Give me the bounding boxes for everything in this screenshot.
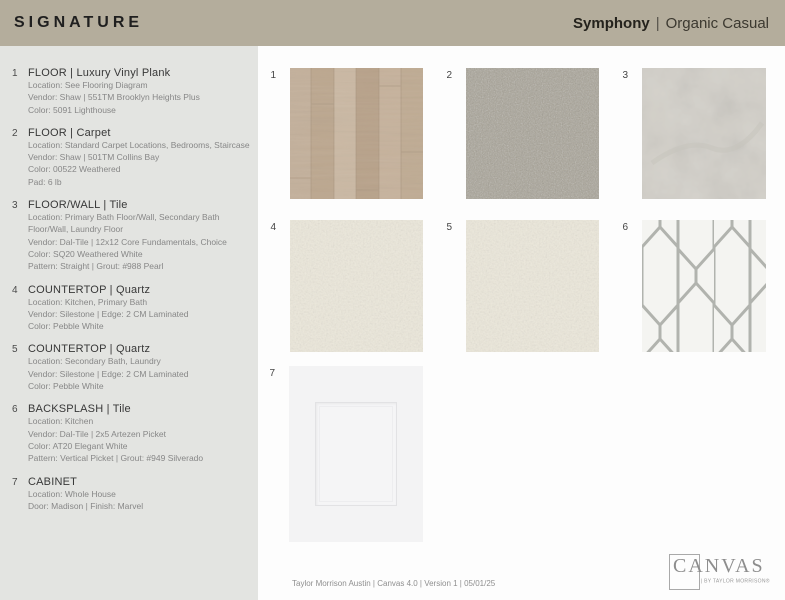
swatch-number-2: 2 <box>446 70 452 81</box>
spec-title: FLOOR | Luxury Vinyl Plank <box>28 67 171 79</box>
swatch-number-7: 7 <box>269 368 275 379</box>
spec-body <box>28 67 250 116</box>
spec-item-cabinet <box>12 476 250 513</box>
spec-detail: Color: Pebble White <box>28 321 104 332</box>
collection-divider: | <box>655 14 660 32</box>
spec-detail: Location: Primary Bath Floor/Wall, Secondary Bath Floor/Wall, Laundry Floor <box>28 212 220 235</box>
swatch-number-4: 4 <box>270 222 276 233</box>
spec-item-countertop-kitchen <box>12 284 250 333</box>
spec-detail: Location: See Flooring Diagram <box>28 80 148 90</box>
spec-number: 4 <box>12 284 18 296</box>
spec-detail: Color: 00522 Weathered <box>28 164 121 175</box>
spec-number: 7 <box>12 476 18 488</box>
spec-number: 6 <box>12 404 18 416</box>
swatch-carpet <box>466 68 599 199</box>
spec-detail: Location: Kitchen, Primary Bath <box>28 296 148 307</box>
spec-detail: Color: Pebble White <box>28 381 104 392</box>
spec-body <box>28 199 250 272</box>
swatch-luxury-vinyl-plank <box>290 68 423 199</box>
swatch-quartz-secondary <box>466 220 599 352</box>
spec-detail: Location: Whole House <box>28 488 116 499</box>
cabinet-door-panel <box>315 402 397 506</box>
quartz-texture <box>290 220 423 352</box>
swatch-number-3: 3 <box>622 70 628 81</box>
swatch-number-1: 1 <box>270 70 276 81</box>
spec-number: 2 <box>12 127 18 139</box>
spec-detail: Location: Standard Carpet Locations, Bedrooms, Staircase <box>28 139 250 150</box>
collection-name: Symphony <box>573 14 650 32</box>
spec-title: FLOOR/WALL | Tile <box>28 199 128 212</box>
spec-detail: Vendor: Shaw | 501TM Collins Bay <box>28 152 160 163</box>
spec-detail: Location: Secondary Bath, Laundry <box>28 356 161 367</box>
spec-number: 5 <box>12 344 18 356</box>
spec-item-floorwall-tile <box>12 199 250 272</box>
swatch-picket-tile <box>642 220 766 352</box>
spec-detail: Pad: 6 lb <box>28 176 62 187</box>
stone-texture <box>642 68 766 199</box>
footer-version-info: Taylor Morrison Austin | Canvas 4.0 | Version 1 | 05/01/25 <box>292 579 496 588</box>
spec-detail: Pattern: Straight | Grout: #988 Pearl <box>28 261 164 272</box>
spec-detail: Door: Madison | Finish: Marvel <box>28 500 144 511</box>
spec-detail: Color: SQ20 Weathered White <box>28 248 143 259</box>
spec-number: 3 <box>12 200 18 212</box>
brand-title: SIGNATURE <box>14 14 144 31</box>
spec-body <box>28 476 250 513</box>
spec-detail: Vendor: Dal-Tile | 12x12 Core Fundamentals, Choice <box>28 236 227 247</box>
spec-title: BACKSPLASH | Tile <box>28 403 131 416</box>
canvas-logo <box>668 552 770 594</box>
quartz-texture <box>466 220 599 352</box>
canvas-logo-subtext: | BY TAYLOR MORRISON® <box>701 579 770 585</box>
spec-title: FLOOR | Carpet <box>28 126 111 139</box>
collection-title <box>573 15 769 32</box>
spec-body <box>28 403 250 464</box>
swatch-quartz-kitchen <box>290 220 423 352</box>
spec-item-floor-lvp <box>12 67 250 116</box>
spec-detail: Color: 5091 Lighthouse <box>28 104 116 115</box>
picket-pattern <box>642 220 766 352</box>
spec-list-panel <box>0 46 258 600</box>
swatch-number-5: 5 <box>446 222 452 233</box>
spec-detail: Pattern: Vertical Picket | Grout: #949 Silverado <box>28 453 204 464</box>
spec-body <box>28 284 250 333</box>
header-band <box>0 0 785 46</box>
spec-number: 1 <box>12 68 18 79</box>
spec-body <box>28 127 250 188</box>
spec-detail: Vendor: Shaw | 551TM Brooklyn Heights Plus <box>28 92 200 103</box>
spec-title: COUNTERTOP | Quartz <box>28 343 151 356</box>
carpet-texture <box>466 68 599 199</box>
spec-item-countertop-secondary <box>12 343 250 392</box>
spec-detail: Color: AT20 Elegant White <box>28 440 128 451</box>
spec-detail: Location: Kitchen <box>28 416 94 427</box>
canvas-logo-text: CANVAS <box>673 555 765 577</box>
collection-style: Organic Casual <box>665 14 769 32</box>
spec-detail: Vendor: Silestone | Edge: 2 CM Laminated <box>28 368 189 379</box>
spec-title: COUNTERTOP | Quartz <box>28 283 151 296</box>
swatch-cabinet-door <box>289 366 423 542</box>
spec-item-floor-carpet <box>12 127 250 188</box>
spec-body <box>28 343 250 392</box>
spec-detail: Vendor: Dal-Tile | 2x5 Artezen Picket <box>28 428 166 439</box>
swatch-stone-tile <box>642 68 766 199</box>
spec-detail: Vendor: Silestone | Edge: 2 CM Laminated <box>28 308 189 319</box>
spec-title: CABINET <box>28 475 78 488</box>
swatch-number-6: 6 <box>622 222 628 233</box>
wood-plank-texture <box>290 68 423 199</box>
spec-item-backsplash <box>12 403 250 464</box>
